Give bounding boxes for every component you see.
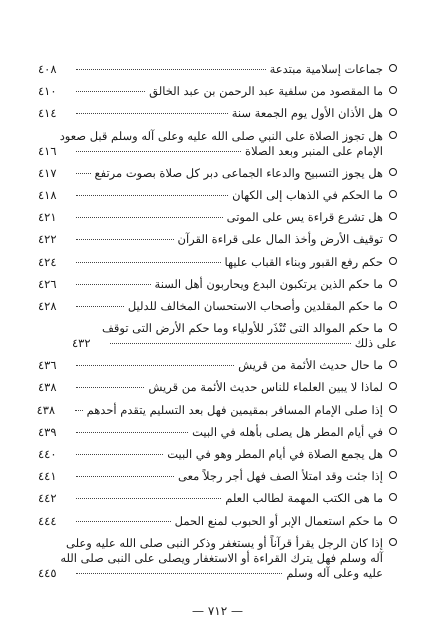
toc-entry-title: لماذا لا يبين العلماء للناس حديث الأئمة من قريش <box>148 380 383 395</box>
toc-entry-page: ٤٤١ <box>38 469 57 484</box>
bullet-circle-icon <box>389 382 397 390</box>
toc-entry-title: في أيام المطر هل يصلى بأهله في البيت <box>192 424 383 439</box>
bullet-circle-icon <box>389 449 397 457</box>
dot-leader <box>76 521 171 522</box>
bullet-circle-icon <box>389 234 397 242</box>
toc-entry-page: ٤٢٤ <box>38 254 57 269</box>
dot-leader <box>76 432 188 433</box>
bullet-circle-icon <box>389 108 397 116</box>
dot-leader <box>75 410 83 411</box>
bullet-circle-icon <box>389 301 397 309</box>
toc-entry-title: ما الحكم في الذهاب إلى الكهان <box>232 187 383 202</box>
bullet-circle-icon <box>389 323 397 331</box>
toc-entry-page: ٤١٨ <box>38 187 57 202</box>
toc-entry-title: حكم رفع القبور وبناء القباب عليها <box>224 254 383 269</box>
bullet-circle-icon <box>389 427 397 435</box>
toc-entry <box>38 84 397 99</box>
dot-leader <box>110 343 351 344</box>
table-of-contents <box>38 62 397 588</box>
toc-entry-title: ما حكم استعمال الإبر أو الحبوب لمنع الحمل <box>174 513 383 528</box>
dot-leader <box>76 195 228 196</box>
bullet-circle-icon <box>389 360 397 368</box>
toc-entry-title: عليه وعلى آله وسلم <box>286 565 383 580</box>
dot-leader <box>76 573 282 574</box>
bullet-circle-icon <box>389 538 397 546</box>
toc-entry-page: ٤١٠ <box>38 84 57 99</box>
toc-entry <box>38 210 397 225</box>
bullet-circle-icon <box>389 493 397 501</box>
toc-entry-page: ٤٣٢ <box>72 336 91 351</box>
toc-entry-title: توقيف الأرض وأخذ المال على قراءة القرآن <box>177 232 383 247</box>
toc-entry <box>38 277 397 292</box>
toc-entry-title: هل يجمع الصلاة في أيام المطر وهو في البيت <box>167 447 383 461</box>
toc-entry-page: ٤٤٥ <box>38 565 57 580</box>
toc-entry <box>38 166 397 181</box>
toc-entry-title: على ذلك <box>354 336 397 351</box>
toc-entry <box>38 425 397 440</box>
toc-entry-title: هل تشرع قراءة يس على الموتى <box>226 210 383 225</box>
toc-entry-page: ٤٣٨ <box>36 402 56 417</box>
dot-leader <box>76 284 151 285</box>
toc-entry-title: جماعات إسلامية مبتدعة <box>269 62 383 76</box>
bullet-circle-icon <box>389 279 397 287</box>
toc-entry-page: ٤١٦ <box>38 143 57 158</box>
toc-entry <box>38 447 397 462</box>
dot-leader <box>76 262 221 263</box>
toc-entry <box>38 536 397 581</box>
toc-entry <box>38 403 397 418</box>
toc-entry-page: ٤٢٨ <box>38 298 57 313</box>
toc-entry <box>38 188 397 203</box>
toc-entry <box>38 358 397 373</box>
toc-entry-page: ٤٢٢ <box>38 232 57 247</box>
toc-entry <box>38 255 397 270</box>
dot-leader <box>76 387 144 388</box>
toc-entry-page: ٤٣٩ <box>38 424 57 439</box>
toc-entry <box>38 62 397 77</box>
dot-leader <box>76 365 234 366</box>
bullet-circle-icon <box>389 131 397 139</box>
dot-leader <box>76 69 266 70</box>
toc-entry-title: إذا كان الرجل يقرأ قرآناً أو يستغفر وذكر النبى صلى الله عليه وعلى <box>65 535 383 550</box>
bullet-circle-icon <box>389 257 397 265</box>
toc-entry <box>38 491 397 506</box>
dot-leader <box>76 476 174 477</box>
bullet-circle-icon <box>389 168 397 176</box>
dot-leader <box>76 498 221 499</box>
dot-leader <box>76 306 124 307</box>
dot-leader <box>76 113 228 114</box>
dot-leader <box>76 454 163 455</box>
bullet-circle-icon <box>389 86 397 94</box>
toc-entry-title: ما المقصود من سلفية عبد الرحمن بن عبد الخالق <box>149 84 383 99</box>
bullet-circle-icon <box>389 516 397 524</box>
dot-leader <box>76 91 145 92</box>
toc-entry-title: ما حكم الذين يرتكبون البدع ويحاربون أهل السنة <box>154 276 383 291</box>
toc-entry-title: هل الأذان الأول يوم الجمعة سنة <box>231 106 383 121</box>
dot-leader <box>76 173 91 174</box>
dot-leader <box>76 239 174 240</box>
toc-entry-title: ما حكم الموالد التى تُنْذَر للأولياء وما حكم الأرض التى توقف <box>101 321 383 336</box>
toc-entry-title: هل تجوز الصلاة على النبي صلى الله عليه وعلى آله وسلم قبل صعود <box>59 128 383 143</box>
toc-entry-page: ٤٤٠ <box>38 447 57 461</box>
toc-entry-title: ما هى الكتب المهمة لطالب العلم <box>225 491 383 506</box>
toc-entry-page: ٤٢٦ <box>38 276 57 291</box>
toc-entry <box>38 380 397 395</box>
toc-entry-page: ٤٣٦ <box>38 358 57 373</box>
bullet-circle-icon <box>389 190 397 198</box>
dot-leader <box>76 151 241 152</box>
toc-entry-page: ٤٠٨ <box>38 62 57 76</box>
toc-entry-title: هل يجوز التسبيح والدعاء الجماعى دبر كل صلاة بصوت مرتفع <box>94 165 383 180</box>
toc-entry <box>38 106 397 121</box>
bullet-circle-icon <box>389 471 397 479</box>
toc-entry-page: ٤٣٨ <box>38 380 57 395</box>
toc-entry-page: ٤٢١ <box>38 210 57 225</box>
toc-entry-title: ما حال حديث الأئمة من قريش <box>238 358 383 373</box>
toc-entry-page: ٤١٧ <box>38 165 57 180</box>
toc-entry-title: إذا صلى الإمام المسافر بمقيمين فهل بعد التسليم يتقدم أحدهم <box>86 402 383 417</box>
toc-entry-page: ٤٤٤ <box>38 513 57 528</box>
toc-entry <box>38 232 397 247</box>
toc-entry-page: ٤١٤ <box>38 106 57 121</box>
toc-entry <box>38 299 397 314</box>
toc-entry-title: الإمام على المنبر وبعد الصلاة <box>245 143 383 158</box>
toc-entry <box>38 469 397 484</box>
bullet-circle-icon <box>389 64 397 72</box>
bullet-circle-icon <box>389 405 397 413</box>
toc-entry-title: آله وسلم فهل يترك القراءة أو الاستغفار ويصلى على النبى صلى الله <box>60 550 383 565</box>
dot-leader <box>76 217 223 218</box>
toc-entry-page: ٤٤٢ <box>38 491 57 506</box>
toc-entry <box>38 514 397 529</box>
page-footer-number: — ٧١٢ — <box>192 604 243 618</box>
toc-entry-title: ما حكم المقلدين وأصحاب الاستحسان المخالف للدليل <box>127 298 383 313</box>
toc-entry-title: إذا جئت وقد امتلأ الصف فهل أجر رجلاً معى <box>178 469 383 484</box>
toc-entry <box>38 321 397 351</box>
toc-entry <box>38 129 397 159</box>
bullet-circle-icon <box>389 212 397 220</box>
